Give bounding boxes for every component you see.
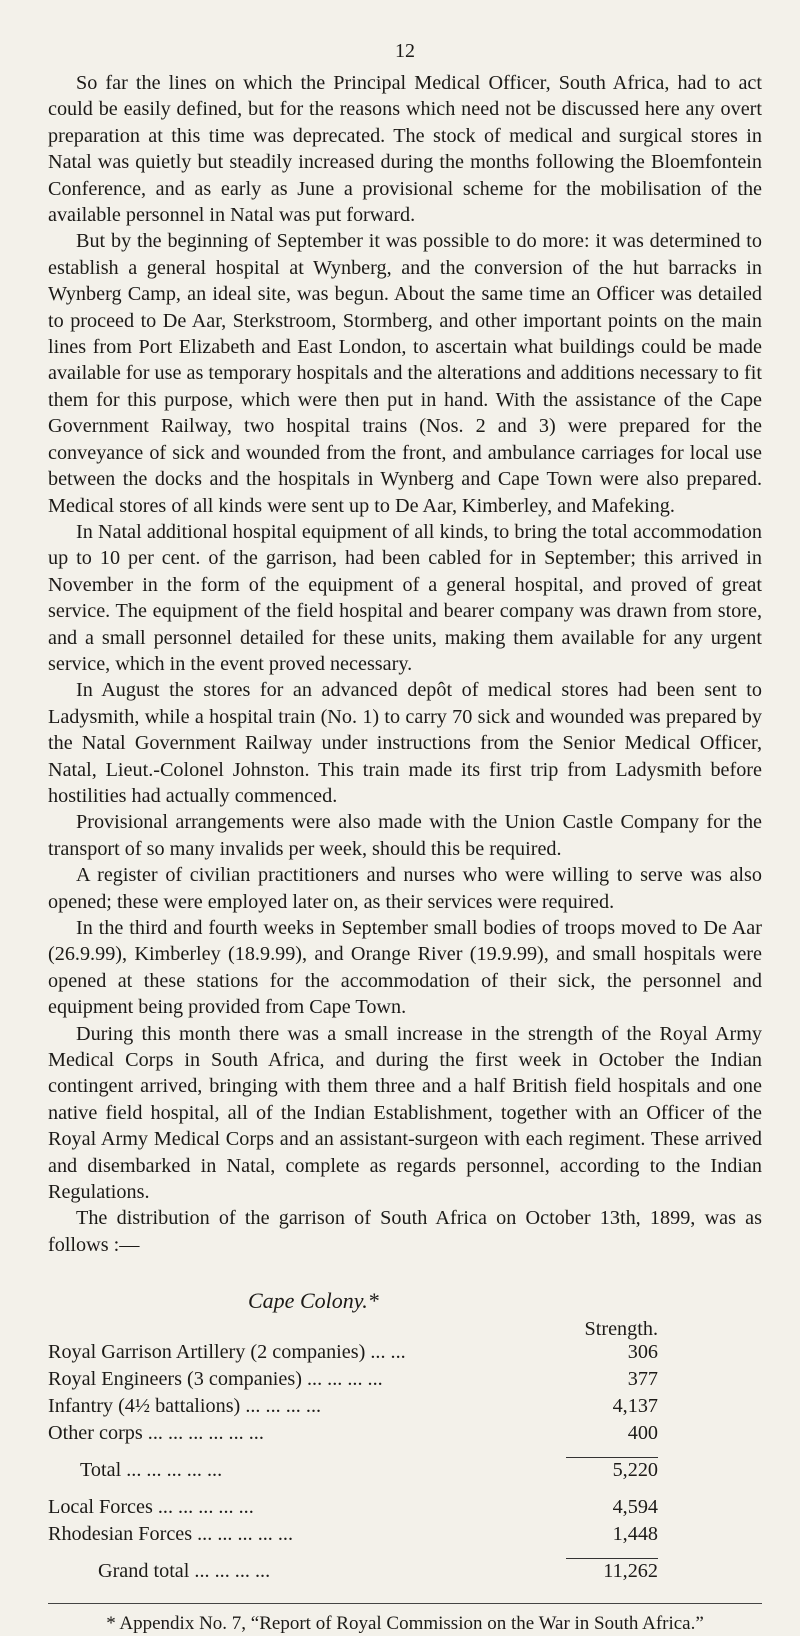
- paragraph: In August the stores for an advanced depôt of medical stores had been sent to Ladysmith, while a hospital train (No. 1) to carry 70 sick and wounded was prepared by the Natal Government Railway under instructions from the Senior Medical Officer, Natal, Lieut.-Colonel Johnston. This train made its first trip from Ladysmith before hostilities had actually commenced.: [48, 679, 762, 807]
- total-label: Total ... ... ... ... ...: [80, 1459, 223, 1482]
- spacer: [48, 1484, 762, 1494]
- spacer: [48, 1447, 762, 1457]
- table-row: [48, 1521, 762, 1548]
- row-label: Other corps ... ... ... ... ... ...: [48, 1422, 264, 1445]
- row-label: Royal Garrison Artillery (2 companies) ... ...: [48, 1341, 406, 1364]
- row-value: 400: [627, 1422, 658, 1445]
- column-header: Strength.: [584, 1318, 658, 1341]
- footnote: * Appendix No. 7, “Report of Royal Commission on the War in South Africa.”: [106, 1613, 704, 1635]
- row-value: 4,594: [612, 1496, 658, 1519]
- table-row: [48, 1494, 762, 1521]
- body-text: [48, 70, 762, 1258]
- row-value: 377: [627, 1368, 658, 1391]
- grand-total-row: [48, 1558, 762, 1585]
- row-value: 1,448: [612, 1523, 658, 1546]
- row-label: Rhodesian Forces ... ... ... ... ...: [48, 1523, 294, 1546]
- table-row: [48, 1420, 762, 1447]
- paragraph: In the third and fourth weeks in September small bodies of troops moved to De Aar (26.9.99), Kimberley (18.9.99), and Orange River (19.9.99), and small hospitals were opened at these stations for the accommodation of their sick, the personnel and equipment being provided from Cape Town.: [48, 917, 762, 1019]
- paragraph: Provisional arrangements were also made with the Union Castle Company for the transport of so many invalids per week, should this be required.: [48, 811, 762, 860]
- strength-table: [48, 1316, 762, 1585]
- page-number: 12: [395, 40, 415, 62]
- paragraph: But by the beginning of September it was possible to do more: it was determined to establish a general hospital at Wynberg, and the conversion of the hut barracks in Wynberg Camp, an ideal site, was begun. About the same time an Officer was detailed to proceed to De Aar, Sterkstroom, Stormberg, and other important points on the main lines from Port Elizabeth and East London, to ascertain what buildings could be made available for use as temporary hospitals and the alterations and additions necessary to fit them for this purpose, which were then put in hand. With the assistance of the Cape Government Railway, two hospital trains (Nos. 2 and 3) were prepared for the conveyance of sick and wounded from the front, and ambulance carriages for local use between the docks and the hospitals in Wynberg and Cape Town were also prepared. Medical stores of all kinds were sent up to De Aar, Kimberley, and Mafeking.: [48, 230, 762, 517]
- table-row: [48, 1339, 762, 1366]
- grand-total-value: 11,262: [603, 1560, 658, 1583]
- total-value: 5,220: [612, 1459, 658, 1482]
- row-label: Infantry (4½ battalions) ... ... ... ...: [48, 1395, 322, 1418]
- paragraph: So far the lines on which the Principal Medical Officer, South Africa, had to act could be easily defined, but for the reasons which need not be discussed here any overt preparation at this time was deprecated. The stock of medical and surgical stores in Natal was quietly but steadily increased during the months following the Bloemfontein Conference, and as early as June a provisional scheme for the mobilisation of the available personnel in Natal was put forward.: [48, 72, 762, 227]
- table-row: [48, 1393, 762, 1420]
- paragraph: In Natal additional hospital equipment of all kinds, to bring the total accommodation up to 10 per cent. of the garrison, had been cabled for in September; this arrived in November in the form of the equipment of a general hospital, and proved of great service. The equipment of the field hospital and bearer company was drawn from store, and a small personnel detailed for these units, making them available for any urgent service, which in the event proved necessary.: [48, 520, 762, 675]
- paragraph: During this month there was a small increase in the strength of the Royal Army Medical Corps in South Africa, and during the first week in October the Indian contingent arrived, bringing with them three and a half British field hospitals and one native field hospital, all of the Indian Establishment, together with an Officer of the Royal Army Medical Corps and an assistant-surgeon with each regiment. These arrived and disembarked in Natal, complete as regards personnel, according to the Indian Regulations.: [48, 1022, 762, 1204]
- row-value: 4,137: [612, 1395, 658, 1418]
- paragraph: The distribution of the garrison of South Africa on October 13th, 1899, was as follows :—: [48, 1207, 762, 1256]
- grand-total-rule: [566, 1558, 658, 1559]
- total-rule: [566, 1457, 658, 1458]
- table-heading: Cape Colony.*: [248, 1288, 379, 1314]
- row-label: Royal Engineers (3 companies) ... ... ... ...: [48, 1368, 383, 1391]
- row-value: 306: [627, 1341, 658, 1364]
- grand-total-label: Grand total ... ... ... ...: [98, 1560, 271, 1583]
- footnote-divider: [48, 1603, 762, 1604]
- spacer: [48, 1548, 762, 1558]
- paragraph: A register of civilian practitioners and nurses who were willing to serve was also opened; these were employed later on, as their services were required.: [48, 864, 762, 913]
- row-label: Local Forces ... ... ... ... ...: [48, 1496, 254, 1519]
- total-row: [48, 1457, 762, 1484]
- table-row: [48, 1366, 762, 1393]
